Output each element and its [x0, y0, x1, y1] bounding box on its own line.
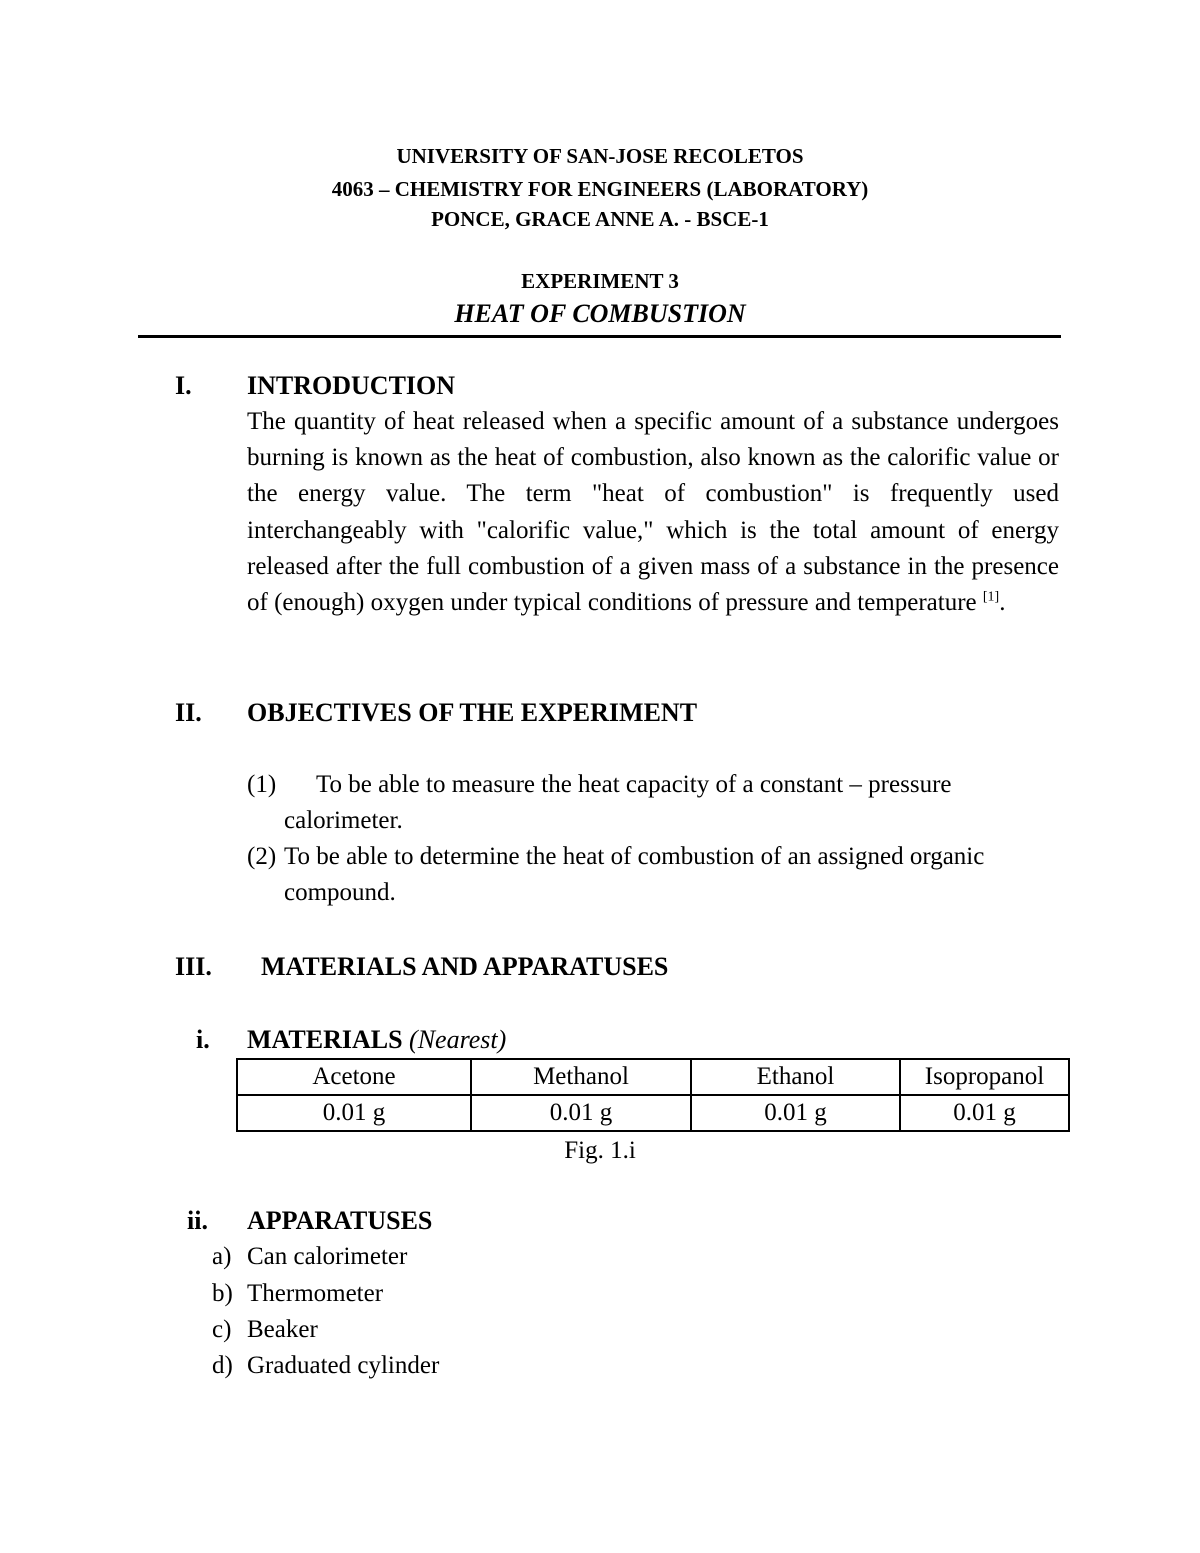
introduction-paragraph	[247, 404, 1059, 621]
list-item-text: Graduated cylinder	[247, 1352, 440, 1379]
subsection-number-apparatuses: ii.	[187, 1206, 208, 1235]
table-cell: 0.01 g	[237, 1095, 471, 1131]
course-title: 4063 – CHEMISTRY FOR ENGINEERS (LABORATORY)	[331, 177, 869, 201]
objective-number: (1)	[247, 771, 277, 798]
experiment-title: HEAT OF COMBUSTION	[454, 299, 746, 328]
introduction-text: The quantity of heat released when a specific amount of a substance undergoes burning is known as the heat of combustion, also known as the calorific value or the energy value. The term "heat of combustion" is frequently used interchangeably with "calorific value," which is the total amount of energy released after the full combustion of a given mass of a substance in the presence of (enough) oxygen under typical conditions of pressure and temperature	[247, 408, 1059, 617]
list-item-text: Can calorimeter	[247, 1243, 408, 1270]
subsection-number-materials: i.	[196, 1025, 210, 1054]
table-row	[237, 1095, 1069, 1131]
subsection-title-materials	[247, 1025, 506, 1055]
section-number-introduction: I.	[175, 371, 192, 400]
university-name: UNIVERSITY OF SAN-JOSE RECOLETOS	[396, 144, 804, 168]
list-item-text: Thermometer	[247, 1280, 384, 1307]
materials-note: (Nearest)	[409, 1025, 507, 1054]
objective-text-line2: compound.	[284, 879, 396, 906]
table-header-cell: Methanol	[471, 1059, 691, 1095]
list-item-letter: d)	[212, 1352, 233, 1379]
objective-number: (2)	[247, 843, 277, 870]
experiment-number: EXPERIMENT 3	[521, 269, 679, 293]
list-item-text: Beaker	[247, 1316, 318, 1343]
table-header-cell: Ethanol	[691, 1059, 900, 1095]
table-header-cell: Isopropanol	[900, 1059, 1069, 1095]
student-name: PONCE, GRACE ANNE A. - BSCE-1	[431, 207, 769, 231]
table-cell: 0.01 g	[691, 1095, 900, 1131]
table-cell: 0.01 g	[900, 1095, 1069, 1131]
objective-text-line2: calorimeter.	[284, 807, 403, 834]
materials-table	[236, 1058, 1070, 1132]
figure-caption: Fig. 1.i	[564, 1137, 636, 1164]
title-divider	[138, 335, 1061, 338]
objective-text-line1: To be able to measure the heat capacity of a constant – pressure	[316, 771, 952, 798]
list-item-letter: a)	[212, 1243, 232, 1270]
section-title-materials: MATERIALS AND APPARATUSES	[261, 952, 669, 981]
table-cell: 0.01 g	[471, 1095, 691, 1131]
materials-label: MATERIALS	[247, 1025, 403, 1054]
subsection-title-apparatuses: APPARATUSES	[247, 1206, 433, 1235]
table-header-row	[237, 1059, 1069, 1095]
list-item-letter: c)	[212, 1316, 232, 1343]
introduction-end: .	[999, 589, 1006, 617]
section-number-objectives: II.	[175, 698, 202, 727]
table-header-cell: Acetone	[237, 1059, 471, 1095]
list-item-letter: b)	[212, 1280, 233, 1307]
section-title-introduction: INTRODUCTION	[247, 371, 456, 400]
citation-marker: [1]	[982, 589, 1000, 605]
section-title-objectives: OBJECTIVES OF THE EXPERIMENT	[247, 698, 698, 727]
section-number-materials: III.	[175, 952, 212, 981]
objective-text-line1: To be able to determine the heat of combustion of an assigned organic	[284, 843, 985, 870]
